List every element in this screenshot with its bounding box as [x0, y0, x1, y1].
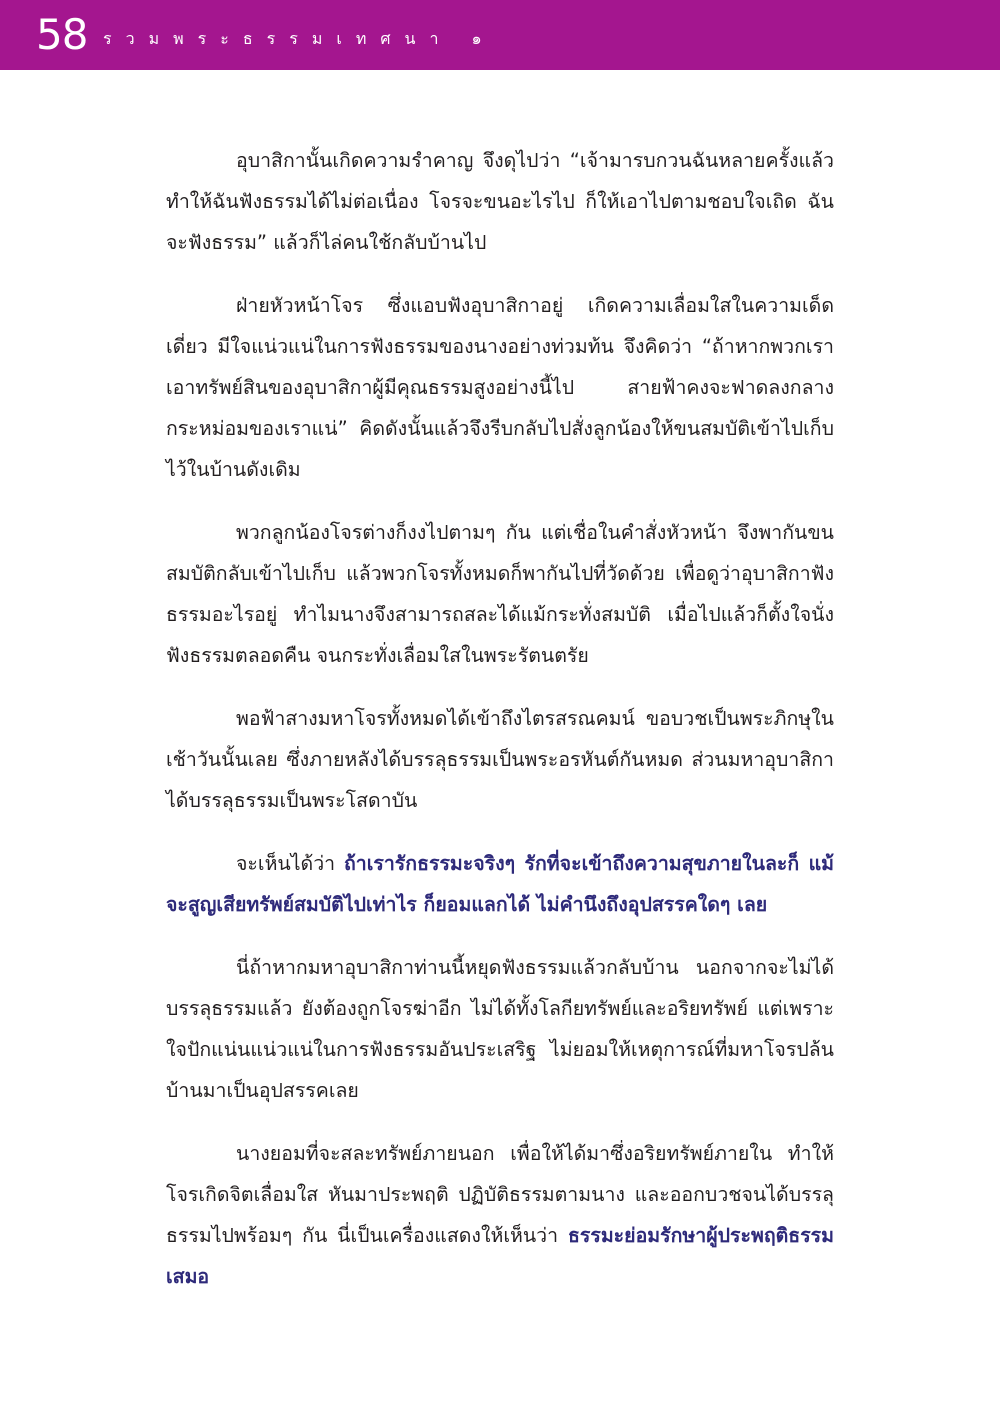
- paragraph: พวกลูกน้องโจรต่างก็งงไปตามๆ กัน แต่เชื่อในคำสั่งหัวหน้า จึงพากันขนสมบัติกลับเข้าไปเก็บ แล้วพวกโจรทั้งหมดก็พากันไปที่วัดด้วย เพื่อดูว่าอุบาสิกาฟังธรรมอะไรอยู่ ทำไมนางจึงสามารถสละได้แม้กระทั่งสมบัติ เมื่อไปแล้วก็ตั้งใจนั่งฟังธรรมตลอดคืน จนกระทั่งเลื่อมใสในพระรัตนตรัย: [166, 521, 834, 667]
- paragraph-lead-text: จะเห็นได้ว่า: [236, 852, 344, 875]
- paragraph-with-emphasis: [166, 843, 834, 925]
- paragraph: ฝ่ายหัวหน้าโจร ซึ่งแอบฟังอุบาสิกาอยู่ เกิดความเลื่อมใสในความเด็ดเดี่ยว มีใจแน่วแน่ในการฟังธรรมของนางอย่างท่วมท้น จึงคิดว่า “ถ้าหากพวกเราเอาทรัพย์สินของอุบาสิกาผู้มีคุณธรรมสูงอย่างนี้ไป สายฟ้าคงจะฟาดลงกลางกระหม่อมของเราแน่” คิดดังนั้นแล้วจึงรีบกลับไปสั่งลูกน้องให้ขนสมบัติเข้าไปเก็บไว้ในบ้านดังเดิม: [166, 294, 834, 481]
- book-title: รวมพระธรรมเทศนา ๑: [103, 29, 496, 48]
- paragraph: พอฟ้าสางมหาโจรทั้งหมดได้เข้าถึงไตรสรณคมน์ ขอบวชเป็นพระภิกษุในเช้าวันนั้นเลย ซึ่งภายหลังได้บรรลุธรรมเป็นพระอรหันต์กันหมด ส่วนมหาอุบาสิกาได้บรรลุธรรมเป็นพระโสดาบัน: [166, 707, 834, 812]
- page-number: 58: [36, 10, 88, 59]
- emphasis-text: ธรรมะย่อมรักษาผู้ประพฤติธรรมเสมอ: [166, 1224, 834, 1288]
- body-text: [166, 140, 834, 1319]
- paragraph: นี่ถ้าหากมหาอุบาสิกาท่านนี้หยุดฟังธรรมแล้วกลับบ้าน นอกจากจะไม่ได้บรรลุธรรมแล้ว ยังต้องถูกโจรฆ่าอีก ไม่ได้ทั้งโลกียทรัพย์และอริยทรัพย์ แต่เพราะใจปักแน่นแน่วแน่ในการฟังธรรมอันประเสริฐ ไม่ยอมให้เหตุการณ์ที่มหาโจรปล้นบ้านมาเป็นอุปสรรคเลย: [166, 956, 834, 1102]
- paragraph-lead-text: นางยอมที่จะสละทรัพย์ภายนอก เพื่อให้ได้มาซึ่งอริยทรัพย์ภายใน ทำให้โจรเกิดจิตเลื่อมใส หันมาประพฤติ ปฏิบัติธรรมตามนาง และออกบวชจนได้บรรลุธรรมไปพร้อมๆ กัน นี่เป็นเครื่องแสดงให้เห็นว่า: [166, 1142, 834, 1247]
- header-bar: [0, 0, 1000, 70]
- paragraph-with-emphasis: [166, 1133, 834, 1297]
- paragraph: อุบาสิกานั้นเกิดความรำคาญ จึงดุไปว่า “เจ้ามารบกวนฉันหลายครั้งแล้ว ทำให้ฉันฟังธรรมได้ไม่ต่อเนื่อง โจรจะขนอะไรไป ก็ให้เอาไปตามชอบใจเถิด ฉันจะฟังธรรม” แล้วก็ไล่คนใช้กลับบ้านไป: [166, 149, 834, 254]
- emphasis-text: ถ้าเรารักธรรมะจริงๆ รักที่จะเข้าถึงความสุขภายในละก็ แม้จะสูญเสียทรัพย์สมบัติไปเท่าไร ก็ยอมแลกได้ ไม่คำนึงถึงอุปสรรคใดๆ เลย: [166, 852, 834, 916]
